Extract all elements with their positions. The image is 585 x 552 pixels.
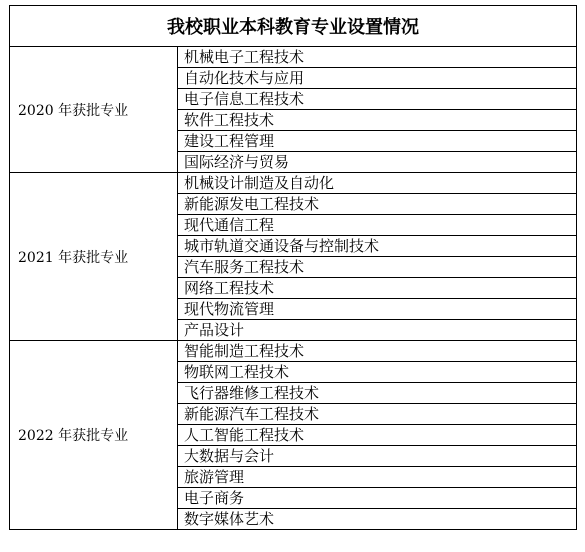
major-name-cell: 大数据与会计 [178, 446, 577, 467]
major-settings-table [9, 5, 577, 530]
major-name-cell: 数字媒体艺术 [178, 509, 577, 530]
year-label-cell: 2022 年获批专业 [10, 341, 178, 530]
major-name-cell: 飞行器维修工程技术 [178, 383, 577, 404]
major-name-cell: 物联网工程技术 [178, 362, 577, 383]
major-name-cell: 产品设计 [178, 320, 577, 341]
major-name-cell: 电子商务 [178, 488, 577, 509]
year-label-cell: 2021 年获批专业 [10, 173, 178, 341]
table-row [10, 173, 577, 194]
major-name-cell: 建设工程管理 [178, 131, 577, 152]
table-row [10, 341, 577, 362]
major-name-cell: 城市轨道交通设备与控制技术 [178, 236, 577, 257]
major-name-cell: 软件工程技术 [178, 110, 577, 131]
year-label-cell: 2020 年获批专业 [10, 47, 178, 173]
major-name-cell: 智能制造工程技术 [178, 341, 577, 362]
major-name-cell: 国际经济与贸易 [178, 152, 577, 173]
major-name-cell: 旅游管理 [178, 467, 577, 488]
major-name-cell: 自动化技术与应用 [178, 68, 577, 89]
major-name-cell: 网络工程技术 [178, 278, 577, 299]
table-title: 我校职业本科教育专业设置情况 [10, 6, 577, 47]
table-row [10, 47, 577, 68]
major-name-cell: 人工智能工程技术 [178, 425, 577, 446]
title-row [10, 6, 577, 47]
major-name-cell: 新能源发电工程技术 [178, 194, 577, 215]
major-name-cell: 现代物流管理 [178, 299, 577, 320]
major-name-cell: 机械电子工程技术 [178, 47, 577, 68]
major-name-cell: 汽车服务工程技术 [178, 257, 577, 278]
major-name-cell: 新能源汽车工程技术 [178, 404, 577, 425]
major-name-cell: 电子信息工程技术 [178, 89, 577, 110]
major-name-cell: 机械设计制造及自动化 [178, 173, 577, 194]
major-name-cell: 现代通信工程 [178, 215, 577, 236]
